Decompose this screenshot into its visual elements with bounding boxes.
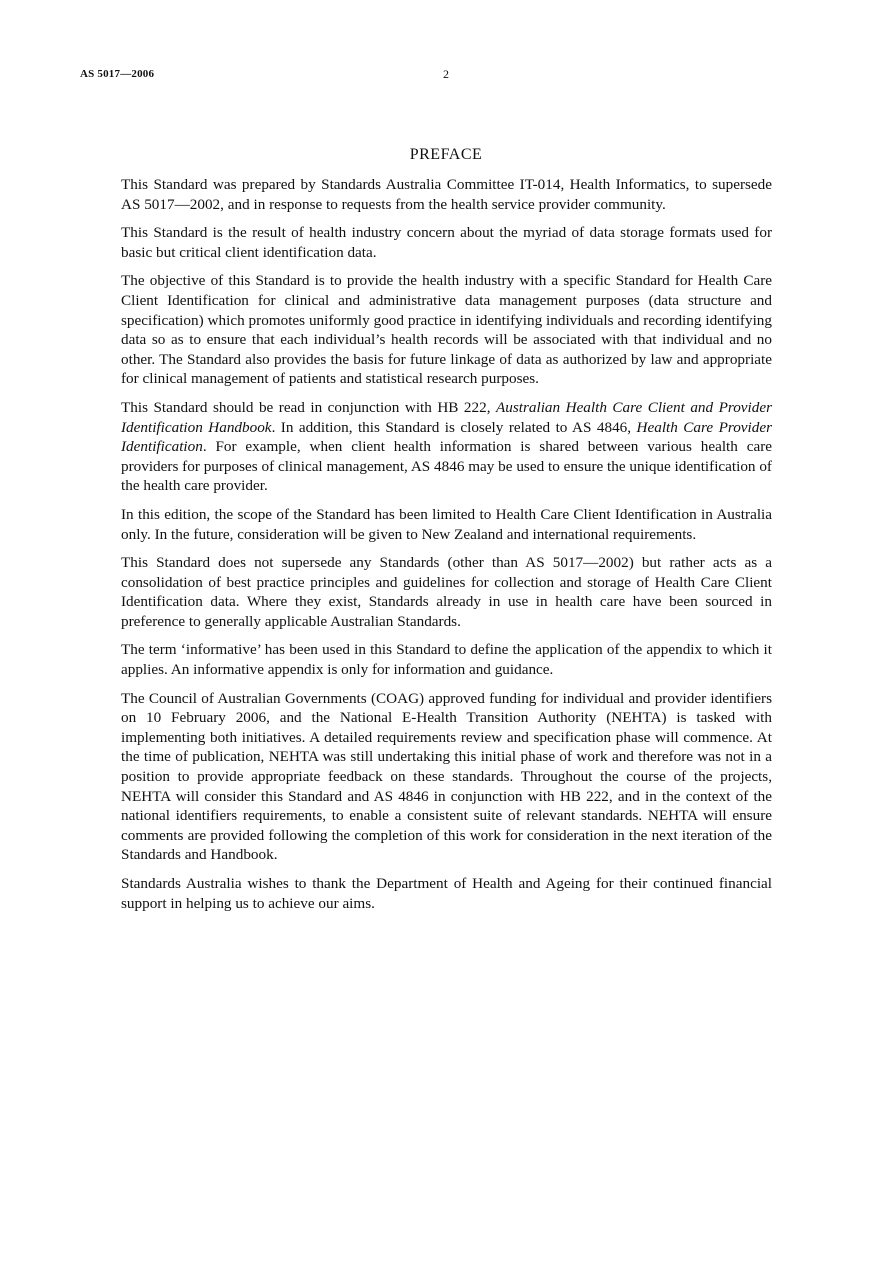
paragraph-2: This Standard is the result of health industry concern about the myriad of data storage formats used for basic but critical client identification data. [121,224,772,261]
paragraph-6: This Standard does not supersede any Standards (other than AS 5017—2002) but rather acts as a consolidation of best practice principles and guidelines for collection and storage of Health Care Client Identification data. Where they exist, Standards already in use in health care have been sourced in preference to generally applicable Australian Standards. [121,554,772,630]
document-id: AS 5017—2006 [80,68,155,80]
paragraph-1: This Standard was prepared by Standards Australia Committee IT-014, Health Informatics, to supersede AS 5017—2002, and in response to requests from the health service provider community. [121,176,772,213]
page-number: 2 [443,67,449,81]
paragraph-5: In this edition, the scope of the Standard has been limited to Health Care Client Identification in Australia only. In the future, consideration will be given to New Zealand and international requirements. [121,505,772,543]
standard-title: Health Care Provider Identification [121,418,772,456]
page-title: PREFACE [409,146,483,163]
paragraph-8: The Council of Australian Governments (COAG) approved funding for individual and provider identifiers on 10 February 2006, and the National E-Health Transition Authority (NEHTA) is tasked with implementing both initiatives. A detailed requirements review and specification phase will commence. At the time of publication, NEHTA was still undertaking this initial phase of work and therefore was not in a position to provide appropriate feedback on these standards. Throughout the course of the projects, NEHTA will consider this Standard and AS 4846 in conjunction with HB 222, and in the context of the national identifiers requirements, to enable a consistent suite of relevant standards. NEHTA will ensure comments are provided following the completion of this work for consideration in the next iteration of the Standards and Handbook. [121,689,772,864]
paragraph-4 [121,398,772,496]
document-body [121,175,772,922]
handbook-title: Australian Health Care Client and Provider Identification Handbook [121,398,773,436]
paragraph-3: The objective of this Standard is to provide the health industry with a specific Standard for Health Care Client Identification for clinical and administrative data management purposes (data structure and specification) which promotes uniformly good practice in identifying individuals and recording identifying data so as to ensure that each individual’s health records will be associated with that individual and no other. The Standard also provides the basis for future linkage of data as authorized by law and appropriate for clinical management of patients and statistical research purposes. [121,272,772,388]
paragraph-9: Standards Australia wishes to thank the Department of Health and Ageing for their continued financial support in helping us to achieve our aims. [121,875,772,912]
paragraph-7: The term ‘informative’ has been used in this Standard to define the application of the appendix to which it applies. An informative appendix is only for information and guidance. [121,641,772,679]
paragraph-4-text-2: . In addition, this Standard is closely related to AS 4846, [271,418,637,436]
paragraph-4-text-3: . For example, when client health information is shared between various health care providers for purposes of clinical management, AS 4846 may be used to ensure the unique identification of the health care provider. [121,438,772,495]
paragraph-4-text-1: This Standard should be read in conjunction with HB 222, [121,398,496,416]
